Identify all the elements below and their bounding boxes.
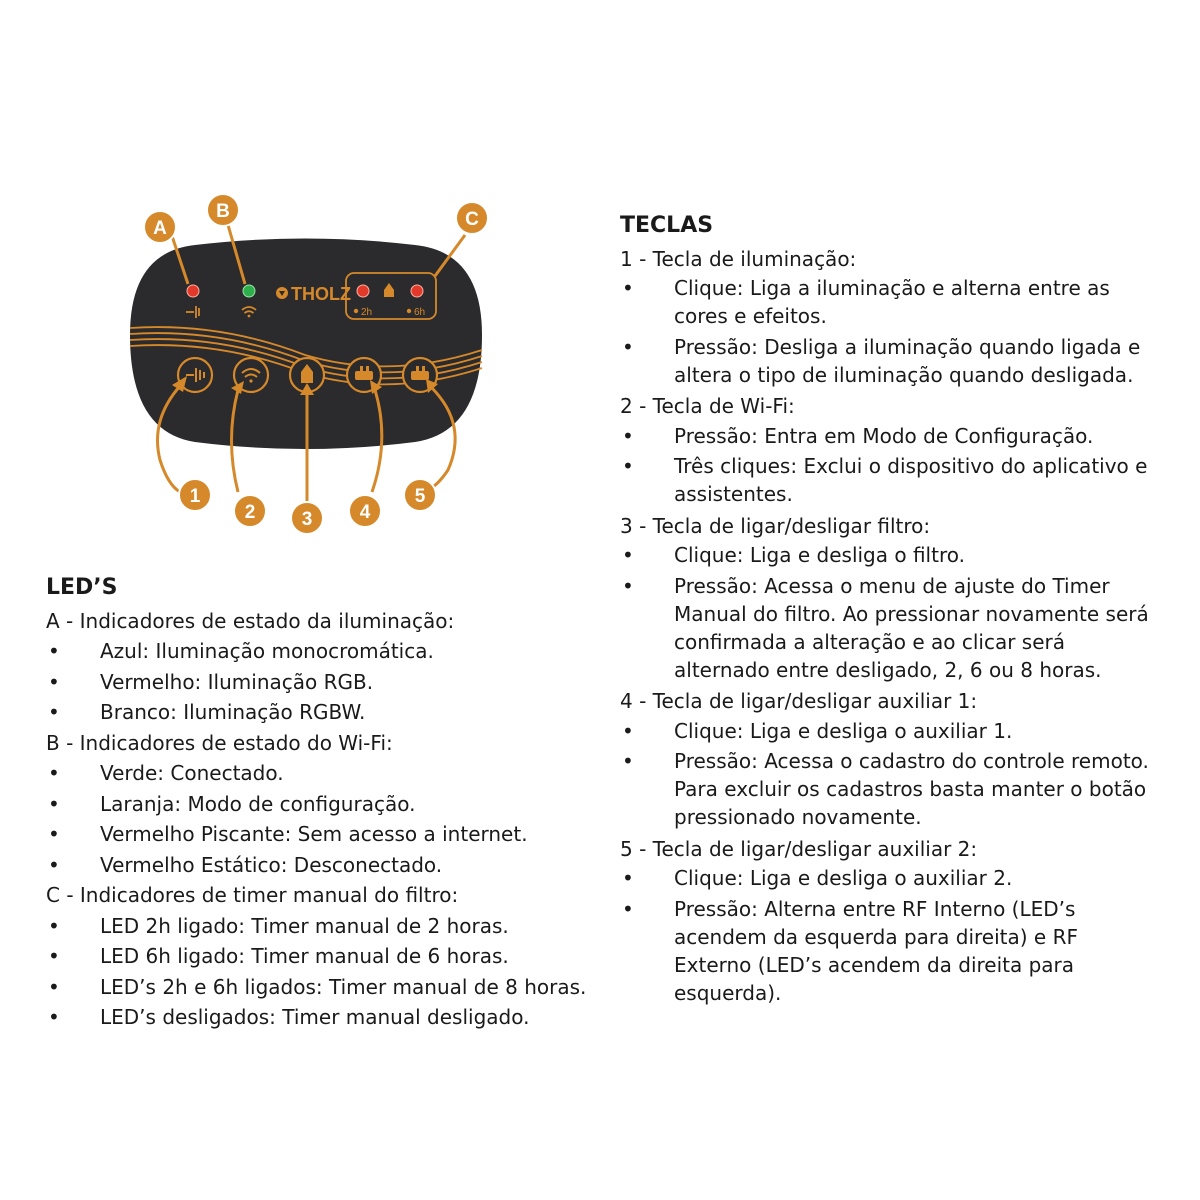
list-item: • Pressão: Acessa o menu de ajuste do Timer Manual do filtro. Ao pressionar novamente será confirmada a alteração e ao clicar será alternado entre desligado, 2, 6 ou 8 horas. — [620, 572, 1160, 684]
list-item: • Pressão: Entra em Modo de Configuração. — [620, 422, 1160, 450]
list-item: • Azul: Iluminação monocromática. — [46, 636, 626, 667]
svg-text:2: 2 — [244, 502, 256, 523]
leds-heading: LED’S — [46, 575, 118, 600]
timer-6h-label: 6h — [414, 307, 426, 318]
list-item: • LED’s 2h e 6h ligados: Timer manual de 8 horas. — [46, 972, 626, 1003]
list-item: • Laranja: Modo de configuração. — [46, 789, 626, 820]
key-4-list — [620, 717, 1160, 832]
key-3-list — [620, 541, 1160, 684]
callout-5 — [404, 479, 436, 511]
list-item: • LED’s desligados: Timer manual desligado. — [46, 1002, 626, 1033]
list-item: • Três cliques: Exclui o dispositivo do aplicativo e assistentes. — [620, 452, 1160, 508]
svg-text:B: B — [216, 201, 230, 222]
led-group-b-list — [46, 758, 626, 880]
key-2-list — [620, 422, 1160, 509]
list-item: • Verde: Conectado. — [46, 758, 626, 789]
list-item: • Clique: Liga a iluminação e alterna entre as cores e efeitos. — [620, 274, 1160, 330]
callout-3 — [291, 502, 323, 534]
led-group-a-list — [46, 636, 626, 728]
list-item: • Vermelho Estático: Desconectado. — [46, 850, 626, 881]
leds-section — [46, 573, 626, 1033]
list-item: • Clique: Liga e desliga o auxiliar 2. — [620, 864, 1160, 892]
timer-6h-dot — [407, 309, 411, 313]
teclas-heading: TECLAS — [620, 213, 714, 238]
led-6h — [411, 285, 423, 297]
callout-2 — [234, 495, 266, 527]
device-diagram — [110, 180, 500, 540]
timer-2h-label: 2h — [361, 307, 373, 318]
key-5-list — [620, 864, 1160, 1007]
callout-4 — [349, 495, 381, 527]
led-2h — [357, 285, 369, 297]
list-item: • Pressão: Alterna entre RF Interno (LED’s acendem da esquerda para direita) e RF Externo (LED’s acendem da direita para esquerda). — [620, 895, 1160, 1007]
key-3-title: 3 - Tecla de ligar/desligar filtro: — [620, 513, 931, 538]
list-item: • Vermelho: Iluminação RGB. — [46, 667, 626, 698]
led-group-c-title: C - Indicadores de timer manual do filtro: — [46, 883, 459, 907]
teclas-section — [620, 211, 1160, 1009]
key-1-list — [620, 274, 1160, 389]
brand-text: THOLZ — [291, 284, 351, 304]
callout-b — [207, 194, 239, 226]
led-group-c-list — [46, 911, 626, 1033]
list-item: • Branco: Iluminação RGBW. — [46, 697, 626, 728]
key-2-title: 2 - Tecla de Wi-Fi: — [620, 394, 795, 418]
key-4-title: 4 - Tecla de ligar/desligar auxiliar 1: — [620, 689, 978, 713]
led-a-red — [187, 285, 199, 297]
list-item: • LED 6h ligado: Timer manual de 6 horas. — [46, 941, 626, 972]
callout-a — [144, 211, 176, 243]
led-group-a-title: A - Indicadores de estado da iluminação: — [46, 608, 455, 633]
list-item: • Vermelho Piscante: Sem acesso a internet. — [46, 819, 626, 850]
list-item: • Clique: Liga e desliga o filtro. — [620, 541, 1160, 569]
callout-1 — [179, 479, 211, 511]
timer-2h-dot — [354, 309, 358, 313]
key-1-title: 1 - Tecla de iluminação: — [620, 246, 857, 271]
callout-c — [456, 202, 488, 234]
svg-text:4: 4 — [359, 502, 371, 523]
svg-text:1: 1 — [189, 486, 201, 507]
svg-text:3: 3 — [301, 509, 313, 530]
list-item: • Pressão: Desliga a iluminação quando ligada e altera o tipo de iluminação quando desligada. — [620, 333, 1160, 389]
led-group-b-title: B - Indicadores de estado do Wi-Fi: — [46, 730, 393, 755]
key-5-title: 5 - Tecla de ligar/desligar auxiliar 2: — [620, 836, 978, 861]
list-item: • Pressão: Acessa o cadastro do controle remoto. Para excluir os cadastros basta manter o botão pressionado novamente. — [620, 747, 1160, 831]
list-item: • LED 2h ligado: Timer manual de 2 horas. — [46, 911, 626, 942]
svg-text:5: 5 — [414, 486, 426, 507]
list-item: • Clique: Liga e desliga o auxiliar 1. — [620, 717, 1160, 745]
svg-text:A: A — [153, 218, 167, 239]
svg-text:C: C — [465, 209, 479, 230]
led-b-green — [243, 285, 255, 297]
